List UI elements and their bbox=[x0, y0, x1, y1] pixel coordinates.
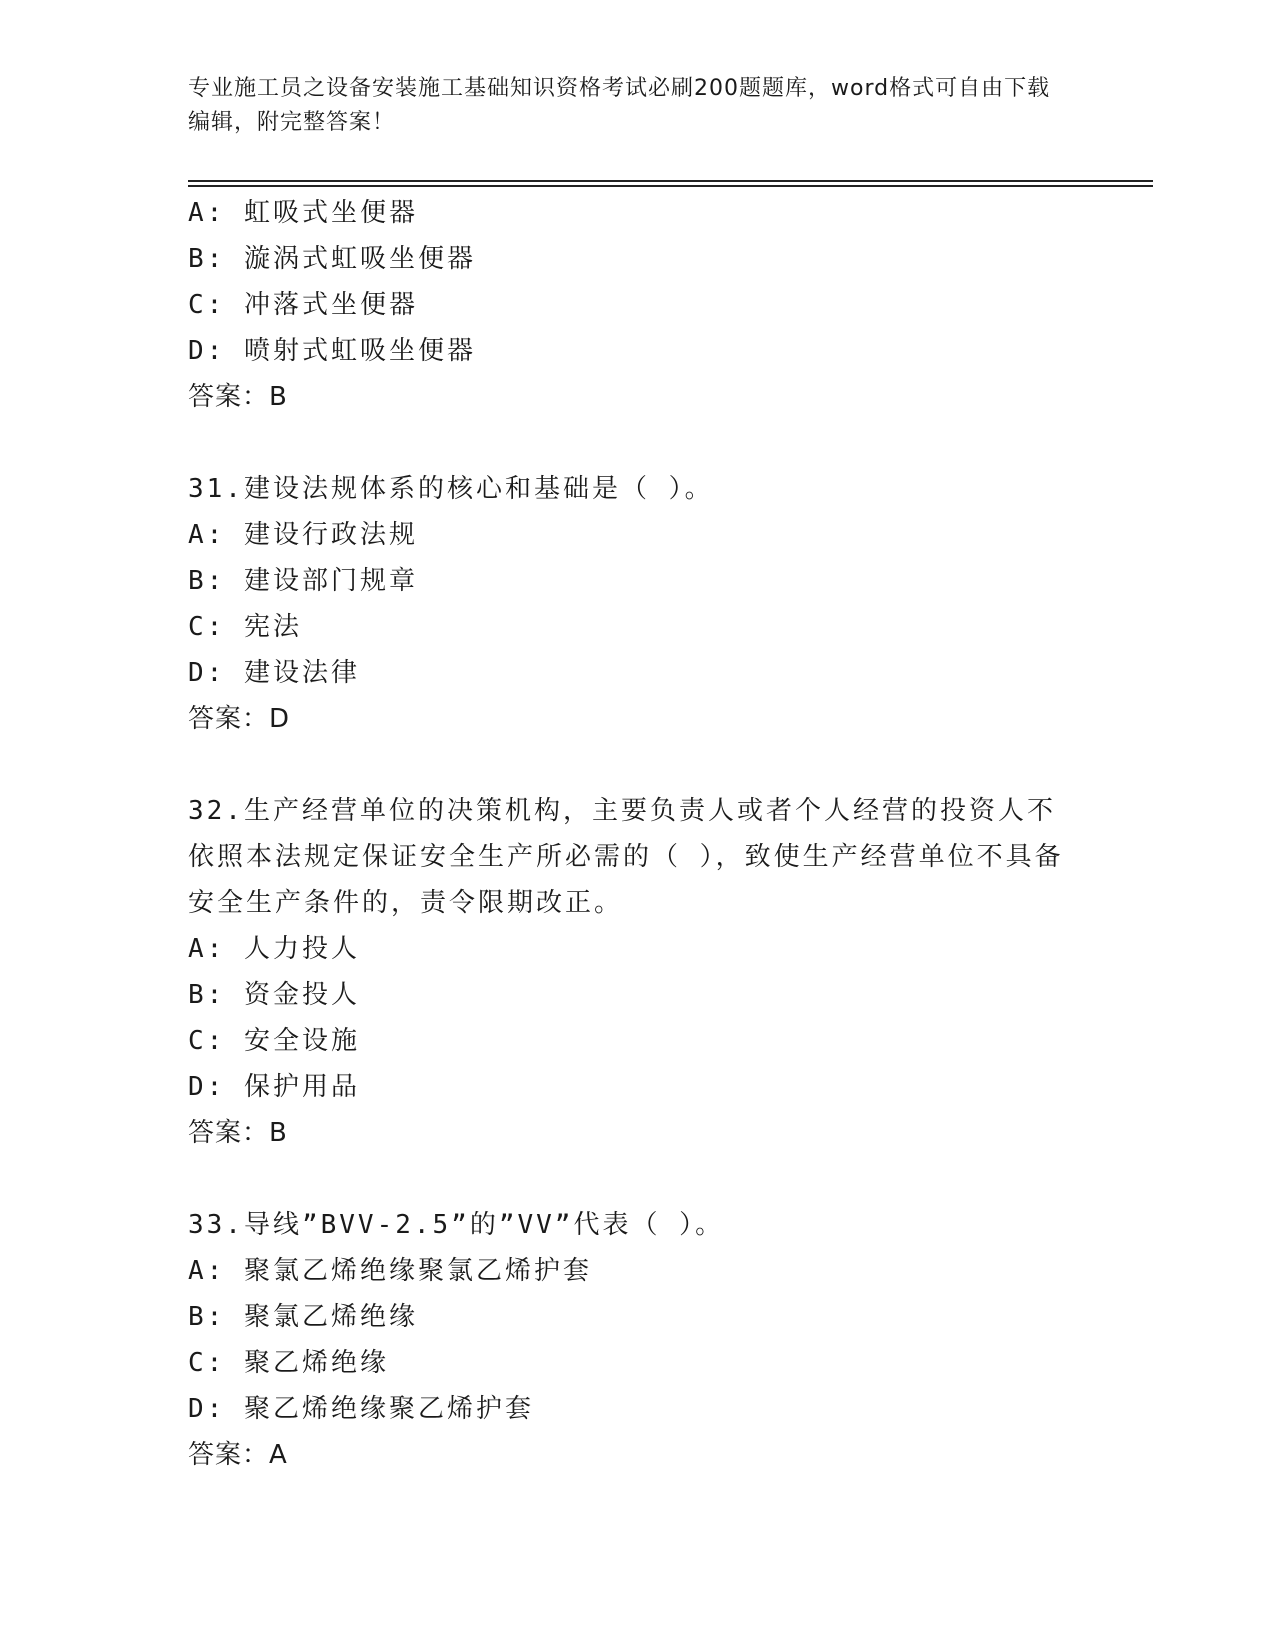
option-d: D: 聚乙烯绝缘聚乙烯护套 bbox=[188, 1394, 534, 1424]
header-divider-top bbox=[188, 180, 1153, 182]
option-b: B: 聚氯乙烯绝缘 bbox=[188, 1302, 418, 1332]
question-list bbox=[188, 190, 1088, 1478]
option-c: C: 冲落式坐便器 bbox=[188, 290, 418, 320]
question-block bbox=[188, 1202, 1088, 1478]
spacer bbox=[188, 742, 1088, 788]
spacer bbox=[188, 1156, 1088, 1202]
option-d: D: 喷射式虹吸坐便器 bbox=[188, 336, 476, 366]
question-block bbox=[188, 466, 1088, 742]
option-c: C: 安全设施 bbox=[188, 1026, 360, 1056]
option-a: A: 人力投人 bbox=[188, 934, 360, 964]
header-divider-bottom bbox=[188, 185, 1153, 187]
answer-line: 答案：A bbox=[188, 1440, 288, 1470]
option-b: B: 资金投人 bbox=[188, 980, 360, 1010]
option-b: B: 建设部门规章 bbox=[188, 566, 418, 596]
answer-line: 答案：B bbox=[188, 382, 288, 412]
question-block bbox=[188, 788, 1088, 1156]
option-a: A: 建设行政法规 bbox=[188, 520, 418, 550]
question-stem: 32.生产经营单位的决策机构，主要负责人或者个人经营的投资人不依照本法规定保证安全生产所必需的（ ），致使生产经营单位不具备安全生产条件的，责令限期改正。 bbox=[188, 796, 1064, 918]
answer-line: 答案：B bbox=[188, 1118, 288, 1148]
question-stem: 33.导线”BVV-2.5”的”VV”代表（ ）。 bbox=[188, 1210, 725, 1240]
option-d: D: 保护用品 bbox=[188, 1072, 360, 1102]
option-c: C: 聚乙烯绝缘 bbox=[188, 1348, 389, 1378]
option-d: D: 建设法律 bbox=[188, 658, 360, 688]
option-a: A: 聚氯乙烯绝缘聚氯乙烯护套 bbox=[188, 1256, 592, 1286]
spacer bbox=[188, 420, 1088, 466]
option-c: C: 宪法 bbox=[188, 612, 302, 642]
question-block bbox=[188, 190, 1088, 420]
option-a: A: 虹吸式坐便器 bbox=[188, 198, 418, 228]
option-b: B: 漩涡式虹吸坐便器 bbox=[188, 244, 476, 274]
question-stem: 31.建设法规体系的核心和基础是（ ）。 bbox=[188, 474, 714, 504]
answer-line: 答案：D bbox=[188, 704, 291, 734]
document-header: 专业施工员之设备安装施工基础知识资格考试必刷200题题库，word格式可自由下载编辑，附完整答案！ bbox=[188, 76, 1051, 135]
